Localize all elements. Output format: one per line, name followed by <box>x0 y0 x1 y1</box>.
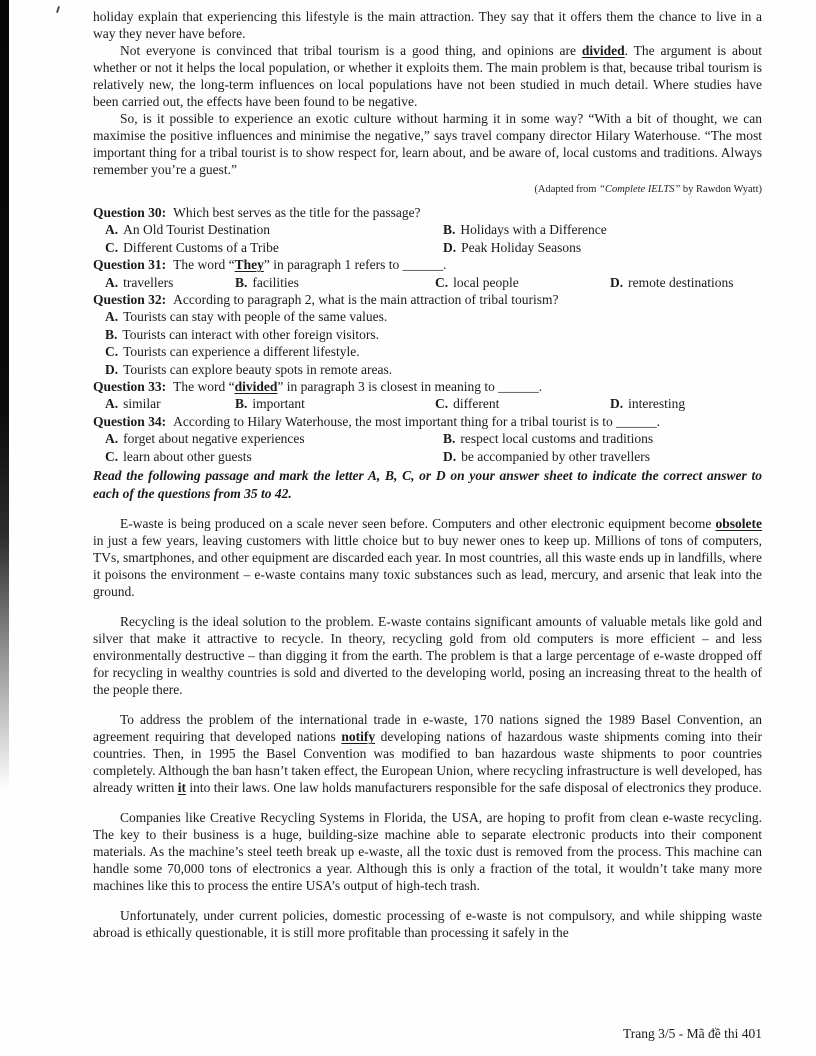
option-letter: C. <box>105 448 119 464</box>
option-31-b <box>235 274 435 291</box>
option-letter: D. <box>443 448 457 464</box>
option-30-b <box>443 221 762 238</box>
ewaste-paragraph-4: Companies like Creative Recycling Systems in Florida, the USA, are hoping to profit from clean e-waste recycling. The key to their business is a huge, building-size machine able to separate electronic products into their component materials. As the machine’s steel teeth break up e-waste, all the toxic dust is removed from the process. This machine can handle some 70,000 tons of electronics a year. Although this is only a fraction of the total, it wouldn’t take many more machines like this to process the entire USA’s output of high-tech trash. <box>93 810 762 894</box>
option-letter: C. <box>105 344 119 360</box>
question-30-label: Question 30: <box>93 205 167 220</box>
option-letter: A. <box>105 309 119 325</box>
option-text: respect local customs and traditions <box>460 431 654 447</box>
option-34-b <box>443 430 762 447</box>
question-30-options <box>93 221 762 256</box>
option-letter: A. <box>105 222 119 238</box>
option-34-c <box>105 448 443 465</box>
option-letter: C. <box>435 396 449 412</box>
option-letter: A. <box>105 274 119 290</box>
question-31 <box>93 256 762 291</box>
option-31-d <box>610 274 762 291</box>
question-31-stem <box>93 256 762 273</box>
scan-artifact-left-bar <box>0 0 9 790</box>
option-text: travellers <box>123 274 174 290</box>
option-letter: B. <box>105 326 118 342</box>
option-30-c <box>105 239 443 256</box>
option-33-d <box>610 395 762 412</box>
question-34-options <box>93 430 762 465</box>
question-32 <box>93 291 762 378</box>
ewaste-paragraph-1: E-waste is being produced on a scale never seen before. Computers and other electronic equipment become obsolete in just a few years, leaving customers with little choice but to buy newer ones to keep up. Millions of tons of computers, TVs, smartphones, and other equipment are discarded each year. In most countries, all this waste ends up in landfills, where it poisons the environment – e-waste contains many toxic substances such as lead, mercury, and arsenic that leak into the ground. <box>93 516 762 600</box>
option-text: important <box>252 396 305 412</box>
ewaste-paragraph-3: To address the problem of the international trade in e-waste, 170 nations signed the 1989 Basel Convention, an agreement requiring that developed nations notify developing nations of hazardous waste shipments coming into their countries. Then, in 1995 the Basel Convention was modified to ban hazardous waste shipments to poor countries completely. Although the ban hasn’t taken effect, the European Union, where recycling infrastructure is well developed, has already written it into their laws. One law holds manufacturers responsible for the safe disposal of electronics they produce. <box>93 712 762 796</box>
scan-speck <box>56 6 60 13</box>
question-32-stem <box>93 291 762 308</box>
section-instruction: Read the following passage and mark the letter A, B, C, or D on your answer sheet to indicate the correct answer to each of the questions from 35 to 42. <box>93 468 762 501</box>
question-31-label: Question 31: <box>93 257 167 273</box>
option-text: similar <box>123 396 161 412</box>
question-32-label: Question 32: <box>93 292 167 308</box>
page-content <box>93 8 762 941</box>
option-32-d <box>105 361 762 378</box>
option-31-c <box>435 274 610 291</box>
option-text: different <box>453 396 500 412</box>
passage-tribal-paragraph-continuation: holiday explain that experiencing this lifestyle is the main attraction. They say that it offers them the chance to live in a way they never have before. <box>93 9 762 41</box>
option-32-c <box>105 343 762 360</box>
option-letter: B. <box>443 431 456 447</box>
option-letter: C. <box>105 239 119 255</box>
option-text: be accompanied by other travellers <box>461 448 651 464</box>
option-34-a <box>105 430 443 447</box>
question-31-text: The word “They” in paragraph 1 refers to ______. <box>173 257 447 273</box>
question-33-label: Question 33: <box>93 379 167 395</box>
option-text: local people <box>453 274 519 290</box>
option-34-d <box>443 448 762 465</box>
option-letter: D. <box>610 396 624 412</box>
option-text: Different Customs of a Tribe <box>123 239 279 255</box>
question-33 <box>93 378 762 413</box>
question-32-text: According to paragraph 2, what is the main attraction of tribal tourism? <box>173 292 559 308</box>
question-33-options <box>93 395 762 412</box>
question-30 <box>93 204 762 256</box>
option-text: Peak Holiday Seasons <box>461 239 582 255</box>
option-text: Tourists can stay with people of the same values. <box>123 309 388 325</box>
option-text: interesting <box>628 396 686 412</box>
option-33-a <box>105 395 235 412</box>
question-30-text: Which best serves as the title for the passage? <box>173 205 421 220</box>
option-letter: D. <box>610 274 624 290</box>
question-34-label: Question 34: <box>93 413 167 429</box>
passage-ewaste <box>93 515 762 941</box>
option-30-a <box>105 221 443 238</box>
option-text: remote destinations <box>628 274 734 290</box>
option-letter: C. <box>435 274 449 290</box>
option-text: learn about other guests <box>123 448 252 464</box>
option-31-a <box>105 274 235 291</box>
question-34-text: According to Hilary Waterhouse, the most important thing for a tribal tourist is to ______. <box>173 413 660 429</box>
option-text: Tourists can experience a different lifestyle. <box>123 344 360 360</box>
option-letter: D. <box>105 361 119 377</box>
passage-attribution: (Adapted from “Complete IELTS” by Rawdon Wyatt) <box>534 184 762 195</box>
option-text: Tourists can explore beauty spots in remote areas. <box>123 361 393 377</box>
option-text: forget about negative experiences <box>123 431 305 447</box>
question-33-stem <box>93 378 762 395</box>
question-32-options <box>93 308 762 378</box>
question-31-options <box>93 274 762 291</box>
option-letter: B. <box>443 222 456 238</box>
option-letter: A. <box>105 431 119 447</box>
option-letter: D. <box>443 239 457 255</box>
option-32-b <box>105 326 762 343</box>
option-text: Holidays with a Difference <box>460 222 607 238</box>
page-footer: Trang 3/5 - Mã đề thi 401 <box>623 1026 762 1041</box>
question-34 <box>93 413 762 465</box>
question-33-text: The word “divided” in paragraph 3 is closest in meaning to ______. <box>173 379 543 395</box>
option-text: facilities <box>252 274 299 290</box>
option-33-b <box>235 395 435 412</box>
option-text: Tourists can interact with other foreign visitors. <box>122 326 380 342</box>
option-letter: A. <box>105 396 119 412</box>
question-34-stem <box>93 413 762 430</box>
option-letter: B. <box>235 396 248 412</box>
option-text: An Old Tourist Destination <box>123 222 271 238</box>
option-32-a <box>105 308 762 325</box>
ewaste-paragraph-2: Recycling is the ideal solution to the problem. E-waste contains significant amounts of valuable metals like gold and silver that make it attractive to recycle. In theory, recycling gold from old computers is more efficient – and less environmentally destructive – than digging it from the earth. The problem is that a large percentage of e-waste dropped off for recycling in wealthy countries is sold and diverted to the developing world, posing an increasing threat to the health of the people there. <box>93 614 762 698</box>
option-30-d <box>443 239 762 256</box>
passage-tribal-paragraph-so: So, is it possible to experience an exotic culture without harming it in some way? “With a bit of thought, we can maximise the positive influences and minimise the negative,” says travel company director Hilary Waterhouse. “The most important thing for a tribal tourist is to show respect for, learn about, and be aware of, local customs and traditions. Always remember you’re a guest.” <box>93 111 762 177</box>
passage-tribal-paragraph-not-everyone: Not everyone is convinced that tribal tourism is a good thing, and opinions are divided. The argument is about whether or not it helps the local population, or whether it exploits them. The main problem is that, because tribal tourism is relatively new, the long-term influences on local populations have not been studied in much detail. Where studies have been carried out, the effects have been found to be negative. <box>93 43 762 109</box>
ewaste-paragraph-5: Unfortunately, under current policies, domestic processing of e-waste is not compulsory, and while shipping waste abroad is ethically questionable, it is still more profitable than processing it safely in the <box>93 908 762 941</box>
question-30-stem <box>93 204 762 221</box>
option-33-c <box>435 395 610 412</box>
option-letter: B. <box>235 274 248 290</box>
